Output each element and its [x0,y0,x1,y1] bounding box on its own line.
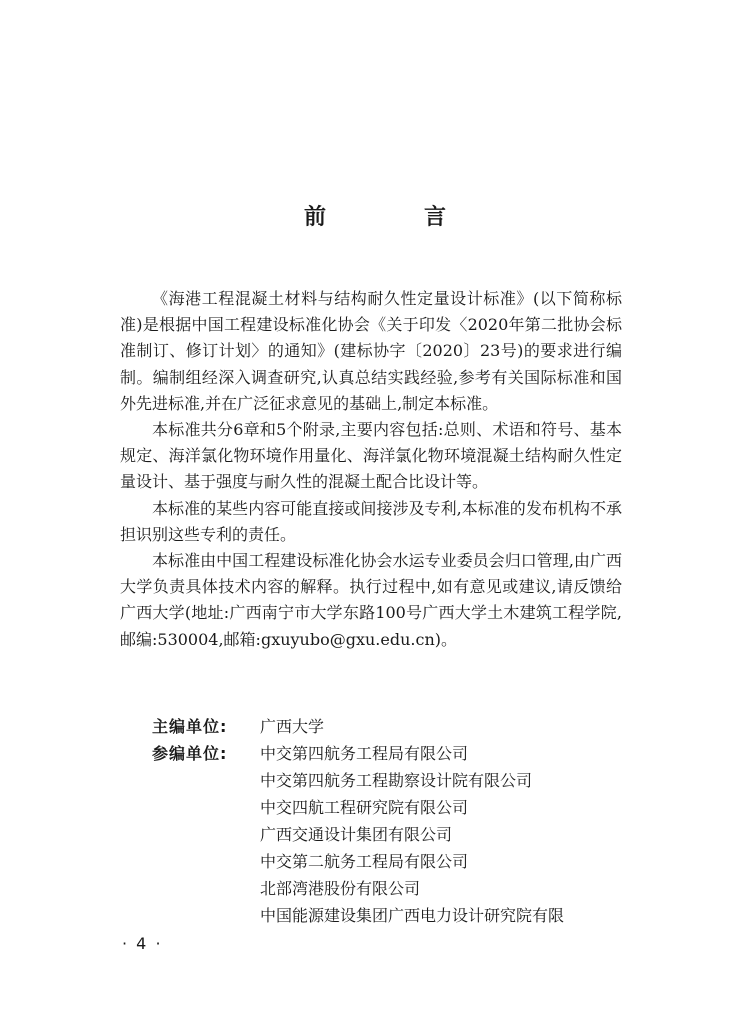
paragraph-3: 本标准的某些内容可能直接或间接涉及专利,本标准的发布机构不承担识别这些专利的责任。 [120,498,622,544]
participant-unit: 广西交通设计集团有限公司 [260,825,453,844]
participant-unit: 北部湾港股份有限公司 [260,879,421,898]
chief-editor-label: 主编单位: [152,717,228,736]
chief-editor-unit: 广西大学 [260,717,325,736]
participants-list [260,740,564,929]
participant-unit: 中交第二航务工程局有限公司 [260,852,469,871]
participants-row [120,740,630,929]
paragraph-2: 本标准共分6章和5个附录,主要内容包括:总则、术语和符号、基本规定、海洋氯化物环境作用量化、海洋氯化物环境混凝土结构耐久性定量设计、基于强度与耐久性的混凝土配合比设计等。 [120,420,622,492]
chief-editor-row [120,713,630,740]
participant-unit: 中国能源建设集团广西电力设计研究院有限 [260,906,565,925]
page-number: · 4 · [122,934,163,953]
participant-unit: 中交四航工程研究院有限公司 [260,798,469,817]
preface-body [120,286,622,653]
participant-unit: 中交第四航务工程局有限公司 [260,744,469,763]
participant-unit: 中交第四航务工程勘察设计院有限公司 [260,771,533,790]
organization-block [120,713,630,929]
page-title: 前 言 [303,205,484,230]
chief-editor-list [260,713,324,740]
paragraph-1: 《海港工程混凝土材料与结构耐久性定量设计标准》(以下简称标准)是根据中国工程建设标准化协会《关于印发〈2020年第二批协会标准制订、修订计划〉的通知》(建标协字〔2020〕23号)的要求进行编制。编制组经深入调查研究,认真总结实践经验,参考有关国际标准和国外先进标准,并在广泛征求意见的基础上,制定本标准。 [120,289,622,413]
participants-label: 参编单位: [152,744,228,763]
paragraph-4: 本标准由中国工程建设标准化协会水运专业委员会归口管理,由广西大学负责具体技术内容的解释。执行过程中,如有意见或建议,请反馈给广西大学(地址:广西南宁市大学东路100号广西大学土木建筑工程学院,邮编:530004,邮箱:gxuyubo@gxu.edu.cn)。 [120,551,622,649]
